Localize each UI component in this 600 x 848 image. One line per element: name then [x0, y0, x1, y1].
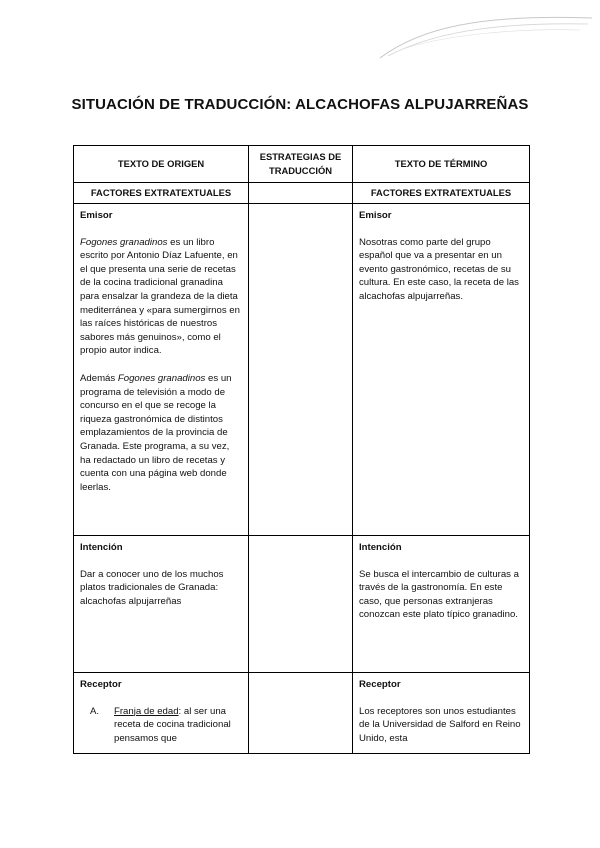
emisor-termino-label: Emisor	[359, 210, 392, 221]
receptor-origen-item-text	[114, 705, 242, 746]
emisor-origen-p2-text: es un programa de televisión a modo de concurso en el que se recoge la riqueza gastronómica de distintos emplazamientos de la provincia de Granada. Este programa, a su vez, ha redactado un libro de recetas y cuenta con una página web donde leerlas.	[80, 372, 232, 493]
intencion-termino-cell	[353, 536, 530, 673]
emisor-origen-p2-pre: Además	[80, 372, 118, 384]
receptor-termino-paragraph: Los receptores son unos estudiantes de la Universidad de Salford en Reino Unido, esta	[359, 705, 521, 744]
intencion-row	[74, 536, 530, 673]
receptor-origen-item-rest: : al ser una receta de cocina tradicional pensamos que	[114, 705, 231, 744]
factores-termino: FACTORES EXTRATEXTUALES	[353, 183, 530, 204]
emisor-origen-p1-text: es un libro escrito por Antonio Díaz Lafuente, en el que presenta una serie de recetas de la cocina tradicional granadina para ensalzar la grandeza de la dieta mediterránea y «para sumergirnos en las raíces históricas de nuestros sabores más genuinos», como el propio autor indica.	[80, 236, 240, 357]
franja-de-edad-underlined: Franja de edad	[114, 705, 179, 717]
header-texto-termino: TEXTO DE TÉRMINO	[353, 146, 530, 183]
intencion-origen-label: Intención	[80, 542, 123, 553]
receptor-origen-list-item	[80, 705, 242, 746]
emisor-termino-cell	[353, 204, 530, 536]
emisor-estrategias-empty	[249, 204, 353, 536]
pencil-scribble-mark	[360, 0, 600, 70]
emisor-origen-cell	[74, 204, 249, 536]
receptor-origen-cell	[74, 673, 249, 754]
factores-estrategias-empty	[249, 183, 353, 204]
emisor-origen-label: Emisor	[80, 210, 113, 221]
receptor-estrategias-empty	[249, 673, 353, 754]
document-title: SITUACIÓN DE TRADUCCIÓN: ALCACHOFAS ALPUJARREÑAS	[71, 96, 529, 113]
list-marker: A.	[90, 705, 100, 717]
intencion-termino-paragraph: Se busca el intercambio de culturas a través de la gastronomía. En este caso, que personas extranjeras conozcan este plato típico granadino.	[359, 568, 519, 621]
factores-row	[74, 183, 530, 204]
header-estrategias-line1: ESTRATEGIAS DE	[259, 151, 342, 163]
intencion-termino-label: Intención	[359, 542, 402, 553]
receptor-row	[74, 673, 530, 754]
emisor-termino-paragraph: Nosotras como parte del grupo español que va a presentar en un evento gastronómico, recetas de su cultura. En este caso, la receta de las alcachofas alpujarreñas.	[359, 236, 519, 302]
header-texto-origen: TEXTO DE ORIGEN	[74, 146, 249, 183]
table-header-row	[74, 146, 530, 183]
emisor-origen-paragraph-1	[80, 236, 242, 358]
intencion-estrategias-empty	[249, 536, 353, 673]
translation-situation-table	[73, 145, 530, 754]
emisor-origen-paragraph-2	[80, 372, 242, 494]
emisor-row	[74, 204, 530, 536]
receptor-termino-label: Receptor	[359, 679, 401, 690]
intencion-origen-paragraph: Dar a conocer uno de los muchos platos tradicionales de Granada: alcachofas alpujarreñas	[80, 568, 224, 607]
receptor-origen-label: Receptor	[80, 679, 122, 690]
header-estrategias	[249, 146, 353, 183]
emisor-origen-p1-italic: Fogones granadinos	[80, 236, 168, 248]
factores-origen: FACTORES EXTRATEXTUALES	[74, 183, 249, 204]
emisor-origen-p2-italic: Fogones granadinos	[117, 372, 206, 384]
intencion-origen-cell	[74, 536, 249, 673]
header-estrategias-line2: TRADUCCIÓN	[268, 165, 333, 176]
receptor-termino-cell	[353, 673, 530, 754]
